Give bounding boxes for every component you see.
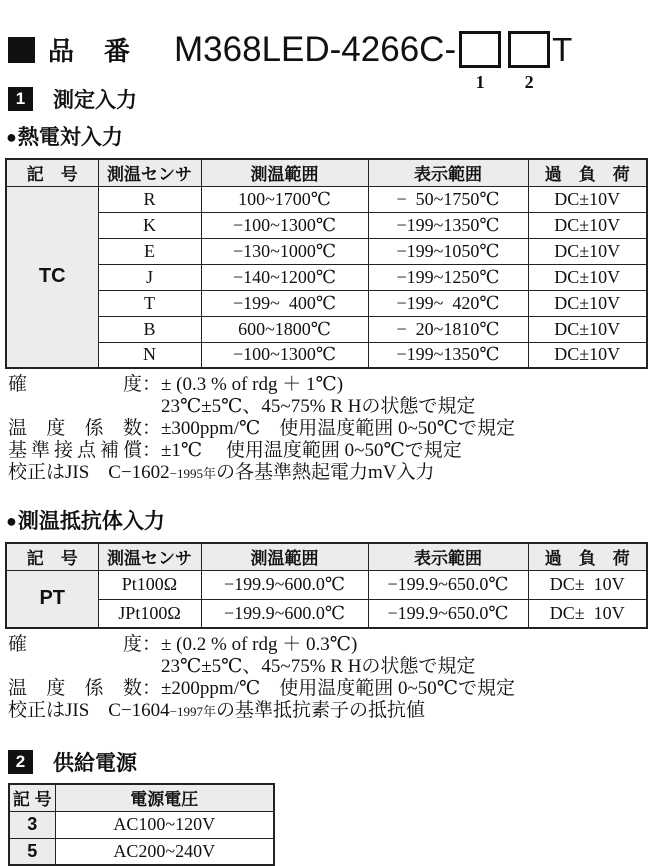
display-cell: −199~1350℃ [368, 342, 528, 368]
table-row [6, 599, 647, 628]
display-cell: −199~ 420℃ [368, 290, 528, 316]
table-header-row [6, 543, 647, 570]
tempco-label: 温度係数 [8, 418, 142, 439]
col-overload: 過 負 荷 [528, 159, 647, 186]
rtd-heading-text: 測温抵抗体入力 [17, 510, 165, 533]
range-cell: 100~1700℃ [201, 186, 368, 212]
tempco-value: ：±300ppm/℃ 使用温度範囲 0~50℃で規定 [142, 418, 516, 439]
accuracy-value: ：± (0.2 % of rdg ＋ 0.3℃) [142, 634, 358, 655]
col-display: 表示範囲 [368, 159, 528, 186]
calibration-note [8, 462, 650, 485]
symbol-cell: TC [6, 186, 98, 368]
calibration-pre: 校正はJIS C−1604 [8, 700, 170, 721]
table-row [9, 838, 274, 865]
col-voltage: 電源電圧 [55, 784, 274, 811]
black-square-icon [8, 37, 35, 63]
tempco-note [8, 418, 650, 440]
section-1-heading [8, 84, 650, 114]
voltage-cell: AC100~120V [55, 811, 274, 838]
range-cell: −199~ 400℃ [201, 290, 368, 316]
overload-cell: DC±10V [528, 212, 647, 238]
range-cell: 600~1800℃ [201, 316, 368, 342]
digit-box-1-wrap [459, 31, 501, 92]
cjc-value: ：±1℃ 使用温度範囲 0~50℃で規定 [142, 440, 462, 461]
display-cell: − 20~1810℃ [368, 316, 528, 342]
section-1-number-badge: 1 [8, 87, 33, 111]
product-label: 品番 [48, 36, 161, 66]
symbol-cell: PT [6, 570, 98, 628]
thermocouple-heading-text: 熱電対入力 [17, 126, 123, 149]
digit-box-1 [459, 31, 501, 68]
product-code-header [0, 0, 650, 92]
range-cell: −140~1200℃ [201, 264, 368, 290]
digit-box-1-label: 1 [475, 72, 485, 92]
sensor-cell: N [98, 342, 201, 368]
range-cell: −199.9~600.0℃ [201, 570, 368, 599]
accuracy-note [8, 374, 650, 396]
display-cell: −199.9~650.0℃ [368, 570, 528, 599]
col-sensor: 測温センサ [98, 543, 201, 570]
symbol-cell: 3 [9, 811, 55, 838]
table-row [6, 186, 647, 212]
range-cell: −100~1300℃ [201, 342, 368, 368]
sensor-cell: K [98, 212, 201, 238]
calibration-post: の基準抵抗素子の抵抗値 [216, 700, 426, 721]
accuracy-label: 確度 [8, 374, 142, 395]
table-row [6, 342, 647, 368]
table-row [6, 316, 647, 342]
sensor-cell: Pt100Ω [98, 570, 201, 599]
sensor-cell: E [98, 238, 201, 264]
table-row [9, 811, 274, 838]
rtd-table [5, 542, 648, 629]
cjc-note [8, 440, 650, 462]
digit-box-2-label: 2 [524, 72, 534, 92]
table-row [6, 290, 647, 316]
digit-box-2 [508, 31, 550, 68]
thermocouple-notes [8, 374, 650, 485]
display-cell: −199~1350℃ [368, 212, 528, 238]
table-header-row [6, 159, 647, 186]
col-symbol: 記 号 [6, 159, 98, 186]
calibration-pre: 校正はJIS C−1602 [8, 462, 170, 483]
accuracy-value: ：± (0.3 % of rdg ＋ 1℃) [142, 374, 344, 395]
table-row [6, 264, 647, 290]
tempco-note [8, 678, 650, 700]
overload-cell: DC±10V [528, 290, 647, 316]
accuracy-condition: 23℃±5℃、45~75% R Hの状態で規定 [161, 656, 476, 677]
sensor-cell: B [98, 316, 201, 342]
table-row [6, 212, 647, 238]
calibration-year: −1997年 [169, 704, 217, 719]
col-overload: 過 負 荷 [528, 543, 647, 570]
range-cell: −100~1300℃ [201, 212, 368, 238]
col-display: 表示範囲 [368, 543, 528, 570]
section-2-number-badge: 2 [8, 750, 33, 774]
display-cell: −199~1050℃ [368, 238, 528, 264]
thermocouple-table [5, 158, 648, 369]
overload-cell: DC±10V [528, 186, 647, 212]
calibration-year: −1995年 [169, 466, 217, 481]
table-row [6, 570, 647, 599]
tempco-value: ：±200ppm/℃ 使用温度範囲 0~50℃で規定 [142, 678, 516, 699]
sensor-cell: J [98, 264, 201, 290]
display-cell: −199.9~650.0℃ [368, 599, 528, 628]
section-2-heading [8, 747, 650, 777]
col-range: 測温範囲 [201, 159, 368, 186]
cjc-label: 基準接点補償 [8, 440, 142, 461]
rtd-notes [8, 634, 650, 723]
voltage-cell: AC200~240V [55, 838, 274, 865]
model-suffix: T [552, 30, 573, 68]
sensor-cell: R [98, 186, 201, 212]
table-row [6, 238, 647, 264]
model-number: M368LED-4266C- [174, 29, 457, 69]
overload-cell: DC± 10V [528, 599, 647, 628]
col-symbol: 記 号 [9, 784, 55, 811]
sensor-cell: T [98, 290, 201, 316]
section-1-title: 測定入力 [53, 89, 137, 112]
col-sensor: 測温センサ [98, 159, 201, 186]
accuracy-condition: 23℃±5℃、45~75% R Hの状態で規定 [161, 396, 476, 417]
tempco-label: 温度係数 [8, 678, 142, 699]
rtd-heading [6, 505, 650, 535]
col-range: 測温範囲 [201, 543, 368, 570]
symbol-cell: 5 [9, 838, 55, 865]
accuracy-note [8, 634, 650, 656]
sensor-cell: JPt100Ω [98, 599, 201, 628]
display-cell: −199~1250℃ [368, 264, 528, 290]
range-cell: −130~1000℃ [201, 238, 368, 264]
overload-cell: DC± 10V [528, 570, 647, 599]
overload-cell: DC±10V [528, 342, 647, 368]
thermocouple-heading [6, 121, 650, 151]
section-2-title: 供給電源 [53, 752, 137, 775]
digit-box-2-wrap [508, 31, 550, 92]
table-header-row [9, 784, 274, 811]
calibration-post: の各基準熱起電力mV入力 [216, 462, 435, 483]
range-cell: −199.9~600.0℃ [201, 599, 368, 628]
col-symbol: 記 号 [6, 543, 98, 570]
bullet-icon: ● [6, 127, 17, 147]
overload-cell: DC±10V [528, 316, 647, 342]
bullet-icon: ● [6, 511, 17, 531]
overload-cell: DC±10V [528, 238, 647, 264]
power-supply-table [8, 783, 275, 866]
accuracy-label: 確度 [8, 634, 142, 655]
calibration-note [8, 700, 650, 723]
overload-cell: DC±10V [528, 264, 647, 290]
display-cell: − 50~1750℃ [368, 186, 528, 212]
